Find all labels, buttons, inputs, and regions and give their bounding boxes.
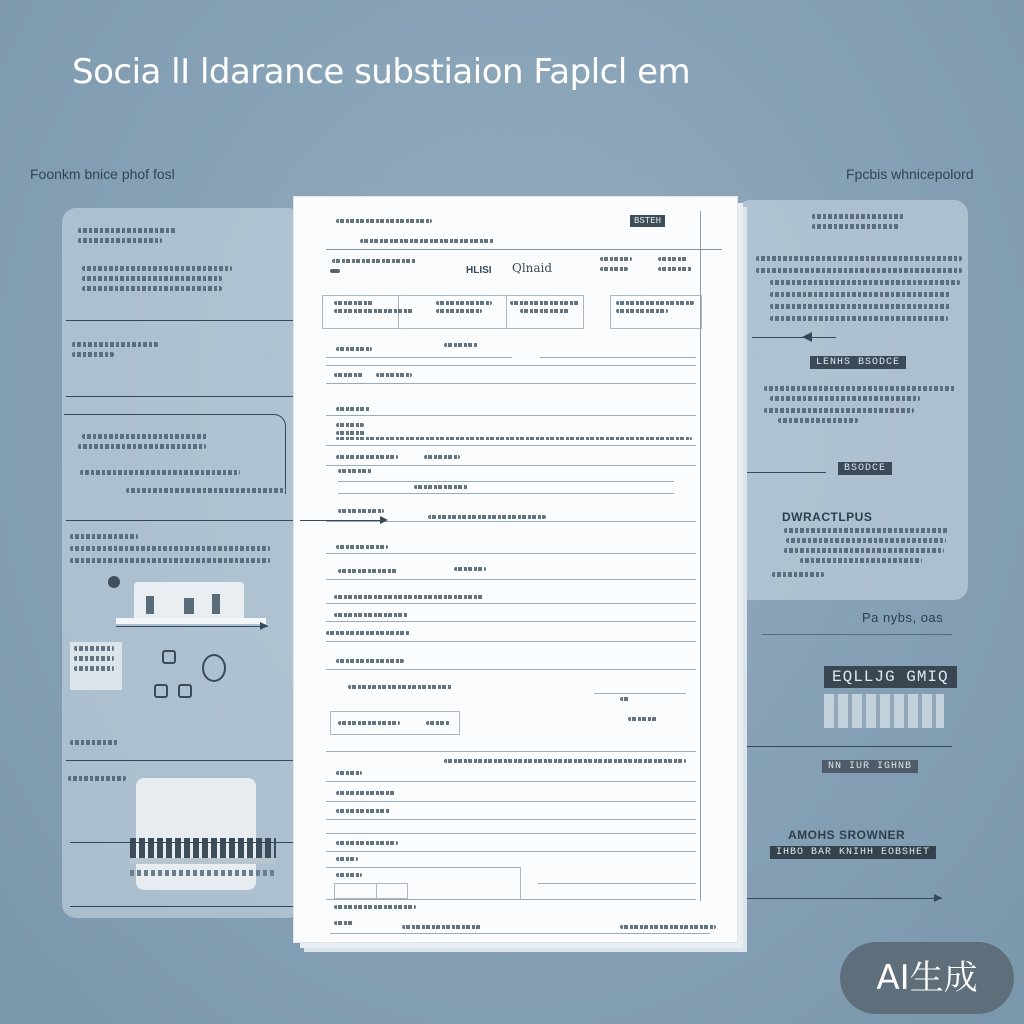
- small-info-card: [70, 642, 122, 690]
- desk-illustration: [116, 576, 246, 626]
- right-heading-3: AMOHS SROWNER: [788, 828, 906, 842]
- application-form-document: [294, 197, 737, 942]
- doc-mini-text: HLISI: [466, 265, 492, 276]
- page-title: Socia lI ldarance substiaion Faplcl em: [72, 52, 691, 92]
- right-section-label: Fpcbis whnicepolord: [846, 166, 974, 182]
- right-heading-2: Pa nybs, oas: [862, 610, 944, 625]
- right-badge-1: LENHS BSODCE: [810, 356, 906, 369]
- network-icon: [150, 646, 230, 702]
- graphic-block: [824, 694, 944, 728]
- doc-header-badge: BSTEH: [630, 215, 665, 227]
- right-badge-2: BSODCE: [838, 462, 892, 475]
- left-section-label: Foonkm bnice phof fosl: [30, 166, 175, 182]
- doc-logo-text: Qlnaid: [512, 261, 553, 275]
- ai-generated-badge: AI生成: [840, 942, 1014, 1014]
- right-heading-1: DWRACTLPUS: [782, 510, 873, 524]
- right-badge-4: NN IUR IGHNB: [822, 760, 918, 773]
- right-badge-3: EQLLJG GMIQ: [824, 666, 957, 688]
- city-illustration: [136, 778, 256, 890]
- right-badge-5: IHBO BAR KNIHH EOBSHET: [770, 846, 936, 859]
